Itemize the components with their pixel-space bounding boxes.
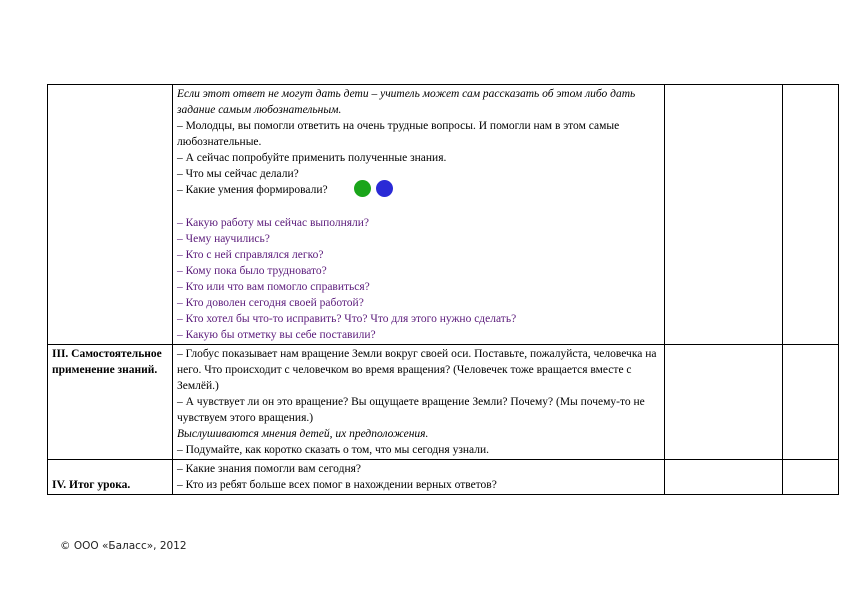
content-line-with-dots [177,182,661,199]
extra-cell [783,345,839,460]
notes-cell [665,85,783,345]
stage-cell: III. Самостоятельное применение знаний. [48,345,173,460]
italic-note: Выслушиваются мнения детей, их предположения. [177,428,429,440]
content-cell [173,460,665,495]
table-row [48,85,839,345]
table-row [48,345,839,460]
reflection-line: – Кто хотел бы что-то исправить? Что? Что для этого нужно сделать? [177,313,517,325]
italic-intro: Если этот ответ не могут дать дети – учитель может сам рассказать об этом либо дать задание самым любознательным. [177,88,636,116]
content-line-text: – Какие умения формировали? [177,184,328,197]
green-dot-icon [354,180,371,197]
content-cell [173,85,665,345]
reflection-line: – Кому пока было трудновато? [177,265,327,277]
blue-dot-icon [376,180,393,197]
reflection-line: – Кто доволен сегодня своей работой? [177,297,364,309]
content-line: – Молодцы, вы помогли ответить на очень трудные вопросы. И помогли нам в этом самые любознательные. [177,120,620,148]
stage-cell: IV. Итог урока. [48,460,173,495]
assessment-dots [354,180,398,197]
reflection-line: – Кто или что вам помогло справиться? [177,281,370,293]
table-row [48,460,839,495]
stage-cell [48,85,173,345]
reflection-line: – Кто с ней справлялся легко? [177,249,324,261]
content-line: – Глобус показывает нам вращение Земли вокруг своей оси. Поставьте, пожалуйста, человечка на него. Что происходит с человечком во время вращения? (Человечек тоже вращается вместе с Землёй.) [177,348,657,392]
content-line: – Кто из ребят больше всех помог в нахождении верных ответов? [177,479,497,491]
content-line: – А сейчас попробуйте применить полученные знания. [177,152,447,164]
content-cell [173,345,665,460]
reflection-line: – Какую бы отметку вы себе поставили? [177,329,376,341]
reflection-line: – Чему научились? [177,233,270,245]
content-line: – Что мы сейчас делали? [177,168,299,180]
extra-cell [783,85,839,345]
content-line: – Подумайте, как коротко сказать о том, что мы сегодня узнали. [177,444,489,456]
content-line: – А чувствует ли он это вращение? Вы ощущаете вращение Земли? Почему? (Мы почему-то не чувствуем этого вращения.) [177,396,645,424]
notes-cell [665,460,783,495]
copyright-footer: © ООО «Баласс», 2012 [60,540,187,552]
extra-cell [783,460,839,495]
reflection-line: – Какую работу мы сейчас выполняли? [177,217,370,229]
notes-cell [665,345,783,460]
spacer [177,199,661,215]
content-line: – Какие знания помогли вам сегодня? [177,463,361,475]
lesson-table [47,84,839,495]
